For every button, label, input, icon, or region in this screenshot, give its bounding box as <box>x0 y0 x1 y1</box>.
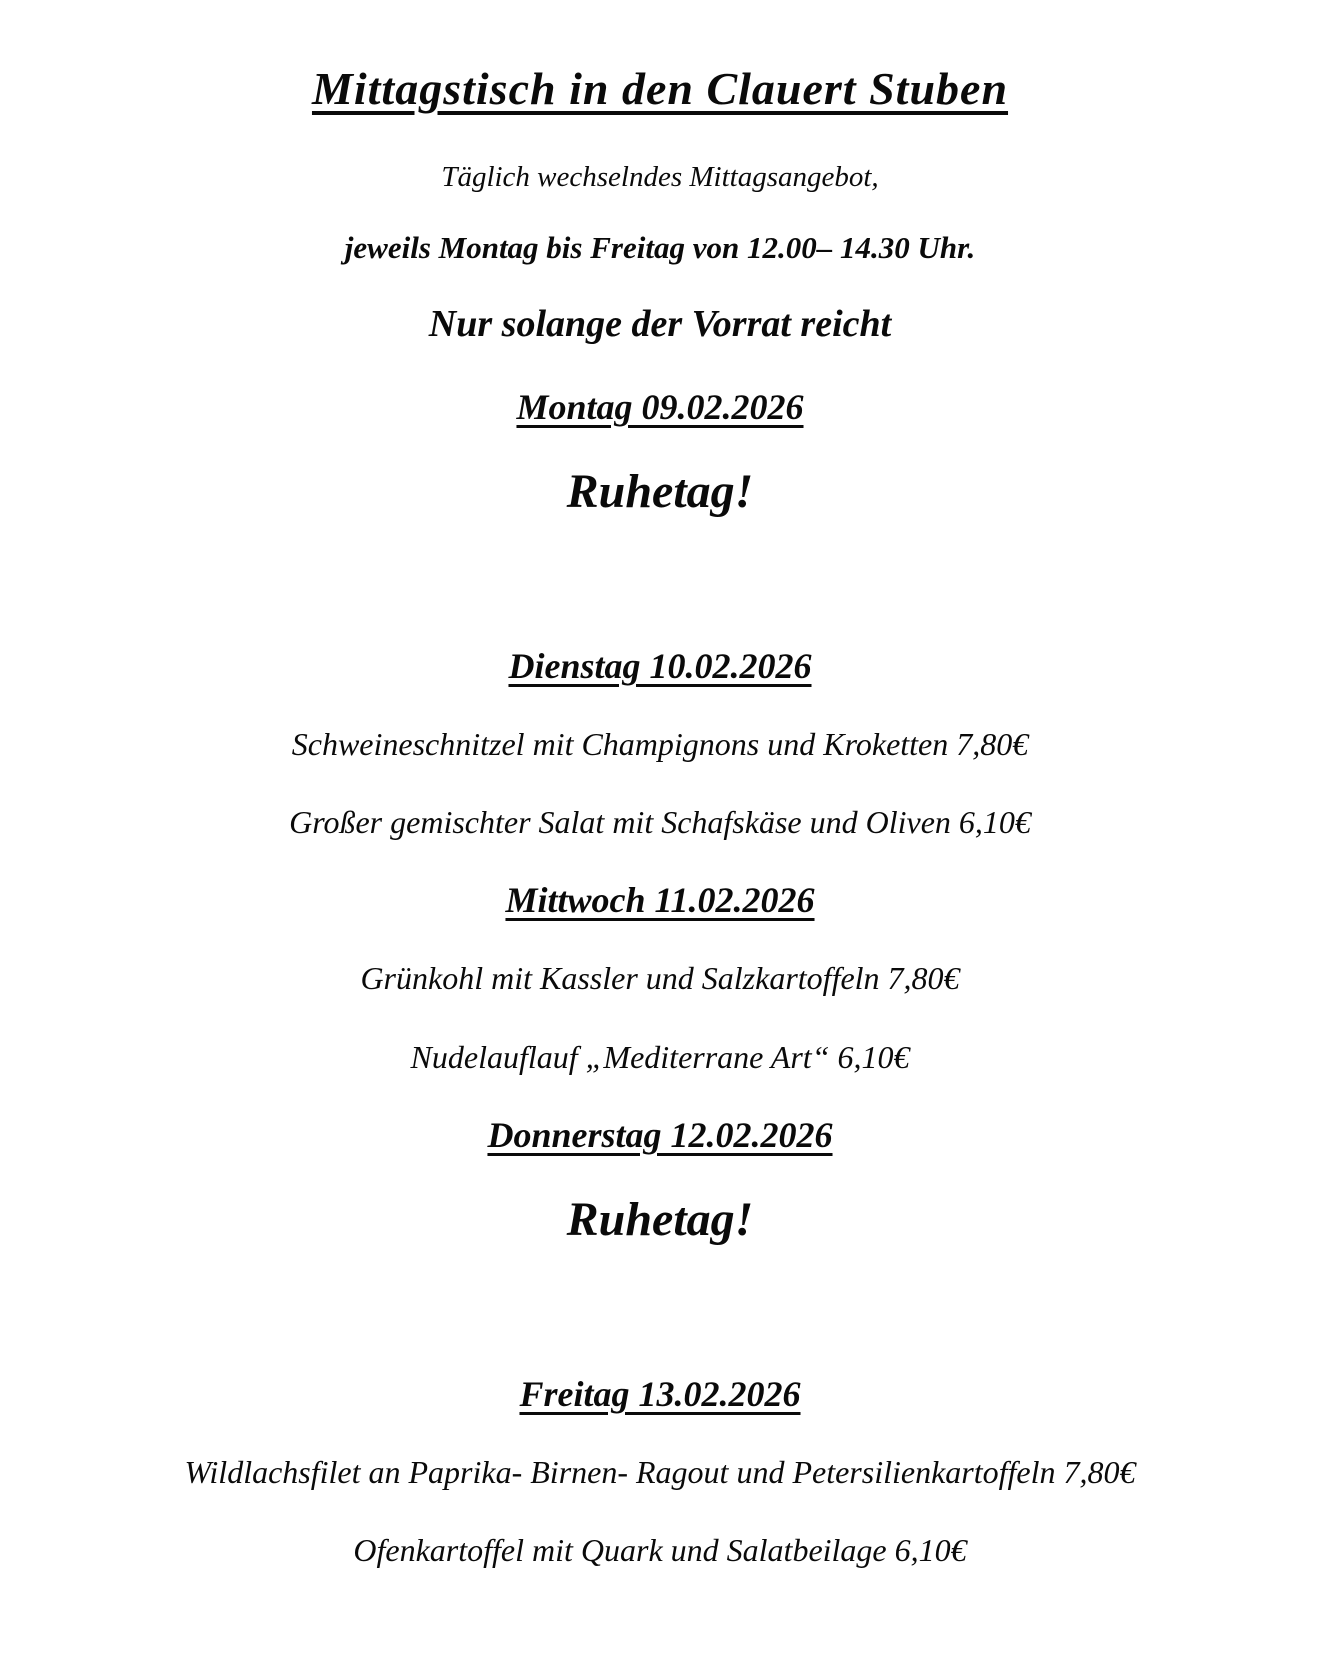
menu-item: Wildlachsfilet an Paprika- Birnen- Ragout und Petersilienkartoffeln 7,80€ <box>184 1453 1136 1490</box>
menu-title: Mittagstisch in den Clauert Stuben <box>311 63 1009 114</box>
closed-notice-thursday: Ruhetag! <box>566 1192 754 1246</box>
menu-item: Ofenkartoffel mit Quark und Salatbeilage 6,10€ <box>353 1532 967 1569</box>
day-section-tuesday <box>60 645 1260 843</box>
menu-item: Schweineschnitzel mit Champignons und Kroketten 7,80€ <box>291 726 1029 762</box>
day-heading-friday: Freitag 13.02.2026 <box>519 1373 801 1414</box>
day-heading-thursday: Donnerstag 12.02.2026 <box>487 1114 833 1155</box>
day-section-friday <box>60 1373 1260 1571</box>
day-section-thursday <box>60 1114 1260 1247</box>
menu-opening-hours: jeweils Montag bis Freitag von 12.00– 14.30 Uhr. <box>344 230 976 265</box>
day-section-wednesday <box>60 879 1260 1077</box>
closed-notice-monday: Ruhetag! <box>566 465 754 518</box>
day-heading-monday: Montag 09.02.2026 <box>516 387 804 427</box>
menu-item: Grünkohl mit Kassler und Salzkartoffeln 7,80€ <box>360 960 960 997</box>
availability-note: Nur solange der Vorrat reicht <box>428 303 892 345</box>
menu-subtitle: Täglich wechselndes Mittagsangebot, <box>441 161 879 193</box>
menu-item: Großer gemischter Salat mit Schafskäse und Oliven 6,10€ <box>289 804 1031 841</box>
day-heading-wednesday: Mittwoch 11.02.2026 <box>505 880 815 921</box>
menu-item: Nudelauflauf „Mediterrane Art“ 6,10€ <box>410 1038 910 1075</box>
day-heading-tuesday: Dienstag 10.02.2026 <box>508 646 812 686</box>
day-section-monday <box>60 386 1260 519</box>
